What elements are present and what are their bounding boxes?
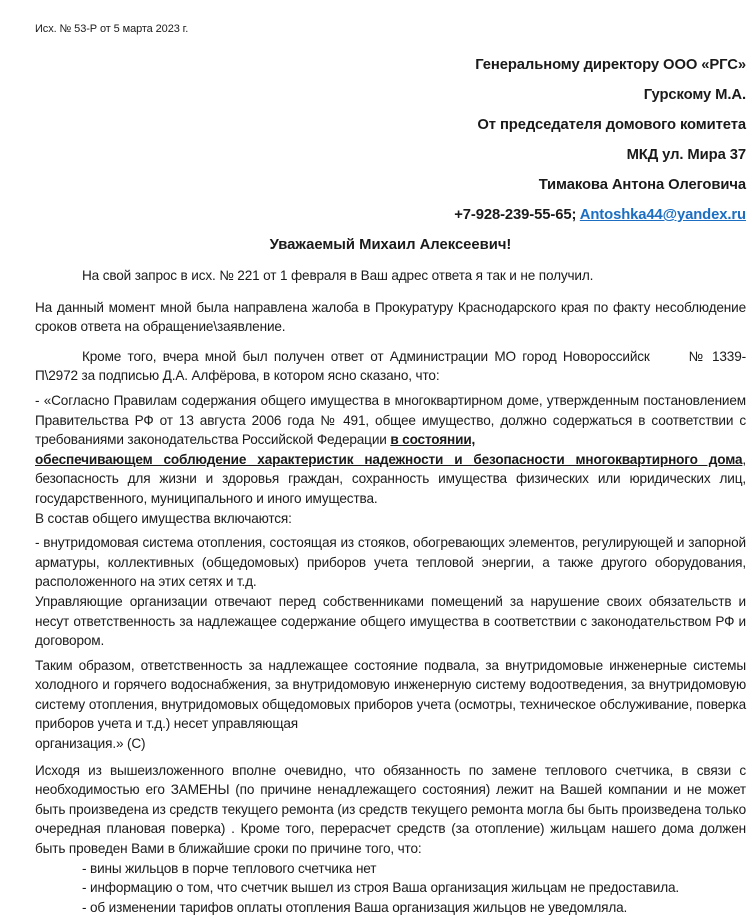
heating-system-text: - внутридомовая система отопления, состоящая из стояков, обогревающих элементов, регулирующей и запорной арматуры, коллективных (общедомовых) приборов учета тепловой энергии, а также другого оборудования, расположенного на этих сетях и т.д. — [35, 535, 746, 590]
phone-number: +7-928-239-55-65; — [454, 207, 577, 223]
administration-ref-number: № 1339-П\2972 за подписью Д.А. Алфёрова, в котором ясно сказано, что: — [35, 348, 747, 384]
recipient-line-name: Гурскому М.А. — [643, 87, 746, 103]
demand-bullet-no-info: - информацию о том, что счетчик вышел из строя Ваша организация жильцам не предоставила. — [82, 880, 680, 896]
quote-rules-text: - «Согласно Правилам содержания общего имущества в многоквартирном доме, утвержденным постановлением Правительства РФ от 13 августа 2006 года № 491, общее имущество, должно содержаться в соответствии с требованиями законодательства Российской Федерации — [35, 392, 746, 448]
sender-line-role: От председателя домового комитета — [477, 117, 746, 133]
quote-safety-text: , безопасность для жизни и здоровья граждан, сохранность имущества физических или юридических лиц, государственного, муниципального и иного имущества. — [35, 451, 746, 506]
quote-composition-heading: В состав общего имущества включаются: — [35, 510, 292, 526]
paragraph-conclusion-quote — [35, 656, 746, 754]
conclusion-quote-text: Таким образом, ответственность за надлежащее состояние подвала, за внутридомовые инженерные системы холодного и горячего водоснабжения, за внутридомовую инженерную систему водоотведения, за внутридомовую систему отопления, внутридомовых общедомовых приборов учета (осмотры, техническое обслуживание, поверка приборов учета и т.д.) несет управляющая — [35, 657, 746, 732]
management-responsibility-text: Управляющие организации отвечают перед собственниками помещений за нарушение своих обязательств и несут ответственность за надлежащее содержание общего имущества в соответствии с законодательством РФ и договором. — [35, 593, 746, 649]
paragraph-prosecutor-complaint: На данный момент мной была направлена жалоба в Прокуратуру Краснодарского края по факту несоблюдение сроков ответа на обращение\заявление. — [35, 299, 746, 335]
quote-emphasis-part1: в состоянии, — [390, 432, 476, 448]
recipient-line-director: Генеральному директору ООО «РГС» — [475, 57, 746, 73]
salutation: Уважаемый Михаил Алексеевич! — [269, 237, 512, 253]
outgoing-ref-line: Исх. № 53-Р от 5 марта 2023 г. — [35, 23, 189, 35]
paragraph-demands — [35, 761, 746, 917]
demands-intro: Исходя из вышеизложенного вполне очевидно, что обязанность по замене теплового счетчика, в связи с необходимостью его ЗАМЕНЫ (по причине ненадлежащего состояния) лежит на Вашей компании и не может быть произведена из средств текущего ремонта (из средств текущего ремонта могла бы быть произведена только очередная плановая поверка) . Кроме того, перерасчет средств (за отопление) жильцам нашего дома должен быть проведен Вами в ближайшие сроки по причине того, что: — [35, 762, 746, 857]
quote-emphasis-part2: обеспечивающем соблюдение характеристик надежности и безопасности многоквартирного дома — [35, 451, 743, 467]
sender-line-address: МКД ул. Мира 37 — [626, 147, 746, 163]
administration-reply-text: Кроме того, вчера мной был получен ответ от Администрации МО город Новороссийск — [82, 348, 650, 364]
demand-bullet-no-tariff-notice: - об изменении тарифов оплаты отопления Ваша организация жильцов не уведомляла. — [82, 899, 628, 915]
paragraph-heating-system — [35, 533, 746, 651]
recipient-block — [35, 50, 746, 230]
paragraph-administration-reply — [35, 347, 746, 386]
paragraph-no-reply: На свой запрос в исх. № 221 от 1 февраля в Ваш адрес ответа я так и не получил. — [82, 268, 594, 283]
sender-line-name: Тимакова Антона Олеговича — [538, 177, 746, 193]
sender-contact-line — [35, 200, 746, 230]
paragraph-quote-rules — [35, 391, 746, 528]
email-link[interactable]: Antoshka44@yandex.ru — [579, 207, 746, 223]
conclusion-quote-ending: организация.» (С) — [35, 736, 146, 752]
demand-bullet-no-fault: - вины жильцов в порче теплового счетчика нет — [82, 860, 377, 876]
